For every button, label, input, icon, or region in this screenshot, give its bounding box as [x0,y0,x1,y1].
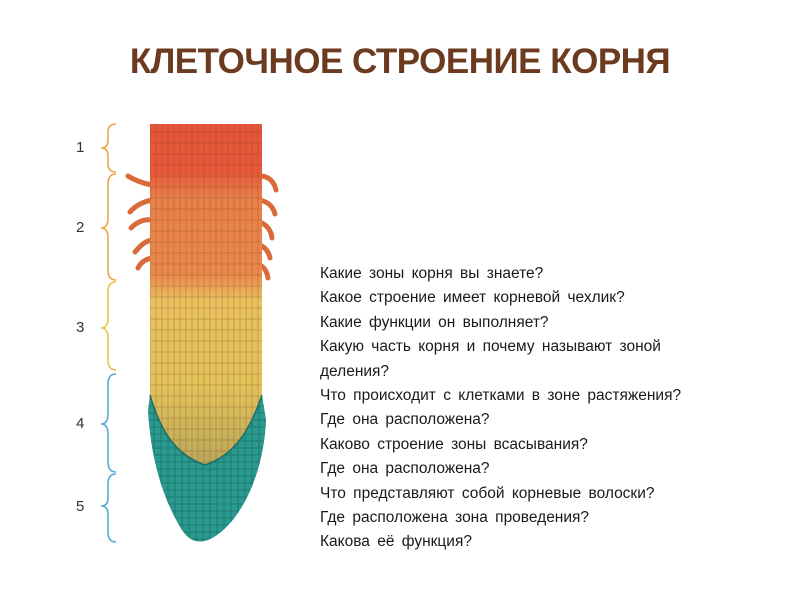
question-line: Где она расположена? [320,460,490,478]
bracket-zone-5 [101,474,116,542]
root-hair [138,258,152,268]
root-hair [128,176,152,185]
root-hair [260,176,276,190]
question-line: Каково строение зоны всасывания? [320,435,588,453]
zone-label-4: 4 [76,415,85,432]
zone-label-2: 2 [76,219,85,236]
question-line: Что происходит с клетками в зоне растяжения? [320,387,682,405]
zone-label-3: 3 [76,319,85,336]
question-line: Какие функции он выполняет? [320,313,549,331]
question-line: Какое строение имеет корневой чехлик? [320,289,625,307]
question-line: Какую часть корня и почему называют зоной [320,338,661,356]
page-title: КЛЕТОЧНОЕ СТРОЕНИЕ КОРНЯ [129,42,671,81]
bracket-zone-3 [101,282,116,370]
questions-list [320,262,790,555]
question-line: Какова её функция? [320,533,472,551]
question-line: Где она расположена? [320,411,490,429]
root-hair [260,200,275,214]
bracket-zone-4 [101,374,116,472]
question-line: Где расположена зона проведения? [320,509,590,527]
question-line: Что представляют собой корневые волоски? [320,484,655,502]
zone-label-5: 5 [76,498,85,515]
zone-brackets [101,124,116,542]
bracket-zone-1 [101,124,116,172]
root-hair [135,240,152,252]
root-hair [130,200,152,212]
question-line: Какие зоны корня вы знаете? [320,265,544,282]
zone-label-1: 1 [76,139,85,156]
question-line: деления? [320,362,390,380]
bracket-zone-2 [101,174,116,280]
root-hair [131,220,152,228]
